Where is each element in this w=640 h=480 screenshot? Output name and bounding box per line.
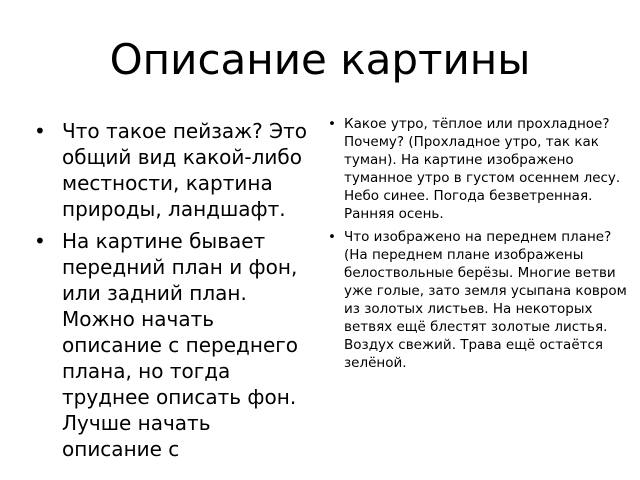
slide-title: Описание картины — [109, 35, 531, 84]
right-bullet-item: • Что изображено на переднем плане? (На переднем плане изображены белоствольные берёзы. Многие ветви уже голые, зато земля усыпана ковром из золотых листьев. На некоторых ветвях ещё блестят золотые листья. Воздух свежий. Трава ещё остаётся зелёной. — [327, 228, 627, 372]
right-bullet-list — [327, 115, 627, 377]
left-bullet-item: • Что такое пейзаж? Это общий вид какой-либо местности, картина природы, ландшафт. — [32, 118, 312, 222]
right-bullet-item: • Какое утро, тёплое или прохладное? Почему? (Прохладное утро, так как туман). На картине изображено туманное утро в густом осеннем лесу. Небо синее. Погода безветренная. Ранняя осень. — [327, 115, 627, 223]
left-bullet-item: • На картине бывает передний план и фон, или задний план. Можно начать описание с переднего плана, но тогда труднее описать фон. Лучше начать описание с — [32, 228, 312, 462]
left-bullet-list — [32, 118, 312, 468]
